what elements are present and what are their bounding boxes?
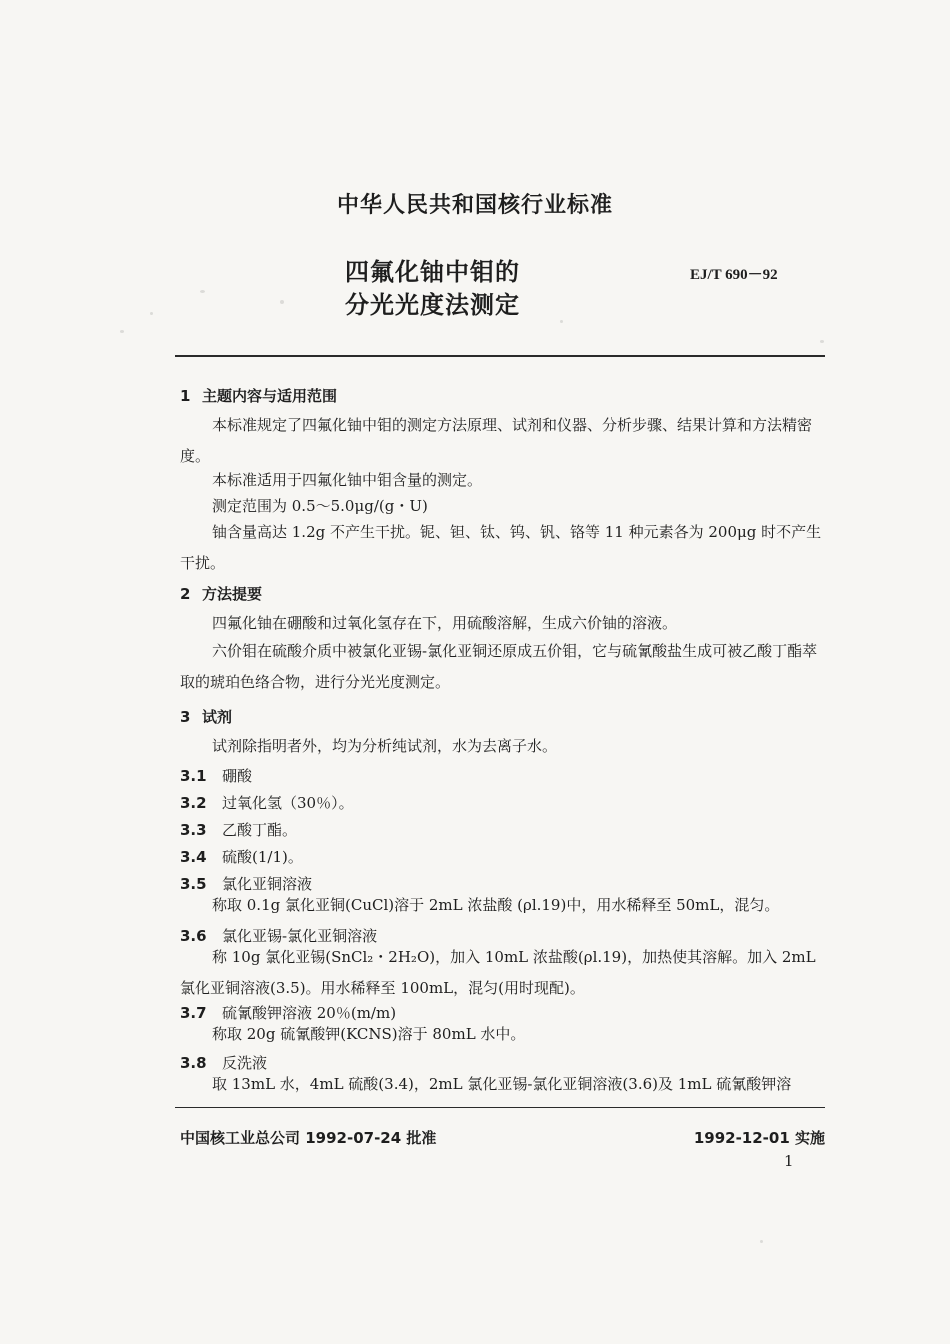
footer-divider — [175, 1107, 825, 1108]
section-1-paragraph-applicability: 本标准适用于四氟化铀中钼含量的测定。 — [212, 471, 483, 489]
scan-speckle — [760, 1240, 763, 1243]
section-1-heading — [180, 385, 337, 406]
implementation-date: 1992-12-01 实施 — [693, 1129, 825, 1147]
reagent-3-6-description: 称 10g 氯化亚锡(SnCl₂・2H₂O)，加入 10mL 浓盐酸(ρl.19)，加热使其溶解。加入 2mL 氯化亚铜溶液(3.5)。用水稀释至 100mL，混匀(用时现配)。 — [180, 948, 816, 997]
reagent-item: 3.2 过氧化氢（30％）。 — [180, 794, 354, 812]
header-divider — [175, 355, 825, 357]
section-number: 2 — [180, 585, 191, 603]
scan-speckle — [150, 312, 153, 315]
reagent-item: 3.1 硼酸 — [180, 767, 253, 785]
reagent-3-5-description: 称取 0.1g 氯化亚铜(CuCl)溶于 2mL 浓盐酸 (ρl.19)中，用水稀释至 50mL，混匀。 — [212, 896, 780, 914]
standard-code: EJ/T 690－92 — [690, 267, 778, 283]
reagent-3-8-description: 取 13mL 水，4mL 硫酸(3.4)，2mL 氯化亚锡-氯化亚铜溶液(3.6)及 1mL 硫氰酸钾溶 — [212, 1075, 792, 1093]
section-number: 3 — [180, 708, 191, 726]
section-title: 试剂 — [202, 708, 233, 726]
reagent-3-7-description: 称取 20g 硫氰酸钾(KCNS)溶于 80mL 水中。 — [212, 1025, 526, 1043]
reagent-item: 3.3 乙酸丁酯。 — [180, 821, 298, 839]
section-2-paragraph-dissolution: 四氟化铀在硼酸和过氧化氢存在下，用硫酸溶解，生成六价铀的溶液。 — [212, 614, 678, 632]
section-title: 方法提要 — [202, 585, 263, 603]
reagent-item: 3.8 反洗液 — [180, 1054, 268, 1072]
document-title-line-2: 分光光度法测定 — [345, 291, 520, 319]
scan-speckle — [280, 300, 284, 304]
section-2-heading — [180, 583, 262, 604]
section-1-paragraph-scope: 本标准规定了四氟化铀中钼的测定方法原理、试剂和仪器、分析步骤、结果计算和方法精密度。 — [180, 416, 813, 465]
scan-speckle — [200, 290, 205, 293]
section-2-paragraph-reduction: 六价钼在硫酸介质中被氯化亚锡-氯化亚铜还原成五价钼，它与硫氰酸盐生成可被乙酸丁酯萃取的琥珀色络合物，进行分光光度测定。 — [180, 642, 818, 691]
standard-title: 中华人民共和国核行业标准 — [336, 193, 613, 218]
reagent-item: 3.4 硫酸(1/1)。 — [180, 848, 303, 866]
reagent-item: 3.6 氯化亚锡-氯化亚铜溶液 — [180, 927, 378, 945]
section-number: 1 — [180, 387, 191, 405]
scan-speckle — [120, 330, 124, 333]
section-1-paragraph-interference: 铀含量高达 1.2g 不产生干扰。铌、钽、钛、钨、钒、铬等 11 种元素各为 200μg 时不产生干扰。 — [180, 523, 822, 572]
reagent-item: 3.7 硫氰酸钾溶液 20％(m/m) — [180, 1004, 397, 1022]
section-title: 主题内容与适用范围 — [202, 387, 338, 405]
reagent-item: 3.5 氯化亚铜溶液 — [180, 875, 313, 893]
document-title-line-1: 四氟化铀中钼的 — [345, 258, 520, 286]
approval-line: 中国核工业总公司 1992-07-24 批准 — [180, 1129, 437, 1147]
section-3-heading — [180, 706, 232, 727]
section-3-intro: 试剂除指明者外，均为分析纯试剂，水为去离子水。 — [212, 737, 558, 755]
scan-speckle — [560, 320, 563, 323]
scan-speckle — [820, 340, 824, 343]
section-1-paragraph-range: 测定范围为 0.5～5.0μg/(g・U) — [212, 497, 428, 515]
page-number: 1 — [784, 1152, 794, 1170]
